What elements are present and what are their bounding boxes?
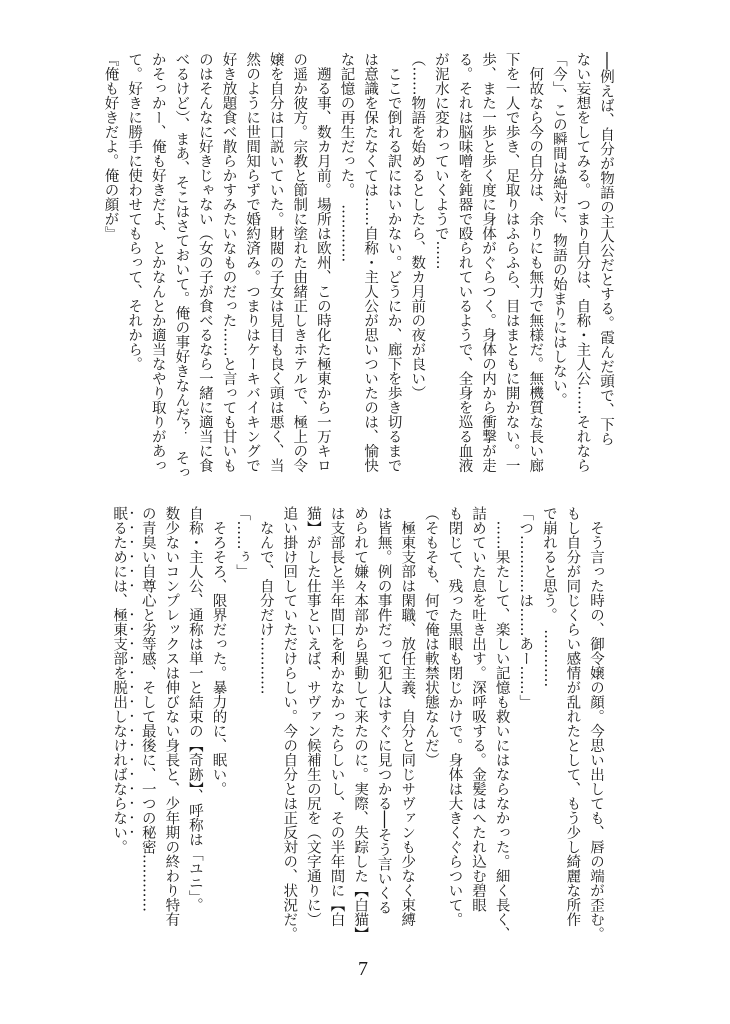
text-column: 極東支部は閑職、放任主義、自分と同じサヴァンも少なく束縛 bbox=[399, 506, 416, 927]
page-number: 7 bbox=[358, 958, 368, 980]
text-column: の青臭い自尊心と劣等感、そして最後に、一つの秘密………… bbox=[139, 506, 156, 912]
text-column: ……果たして、楽しい記憶も救いにはならなかった。細く長く、 bbox=[493, 506, 510, 941]
text-column: （そもそも、何で俺は軟禁状態なんだ） bbox=[422, 506, 439, 767]
text-column: は支部長と半年間口を利かなかったらしいし、その半年間に【白 bbox=[328, 506, 345, 927]
text-column: そろそろ、限界だった。暴力的に、眠い。 bbox=[210, 506, 227, 796]
text-column: なんで、自分だけ………… bbox=[257, 506, 274, 695]
emphasized-text: 。 bbox=[111, 839, 128, 854]
top-text-block bbox=[98, 52, 617, 492]
text-column: 猫】がした仕事といえば、サヴァン候補生の尻を（文字通りに） bbox=[304, 506, 321, 927]
text-column: は意識を保たなくては……自称・主人公が思いついたのは、愉快 bbox=[362, 52, 379, 473]
text-column: かそっかー、俺も好きだよ、とかなんとか適当なやり取りがあっ bbox=[149, 52, 166, 473]
text-column: ない妄想をしてみる。つまり自分は、自称・主人公……それなら bbox=[574, 52, 591, 473]
text-column: 詰めていた息を吐き出す。深呼吸する。金髪はへたれ込む碧眼 bbox=[470, 506, 487, 912]
text-column: 追い掛け回していただけらしい。今の自分とは正反対の、状況だ。 bbox=[281, 506, 298, 941]
text-column: る。それは脳味噌を鈍器で殴られているようで、全身を巡る血液 bbox=[456, 52, 473, 473]
text-column: 何故なら今の自分は、余りにも無力で無様だ。無機質な長い廊 bbox=[527, 52, 544, 473]
text-column: 遡る事、数カ月前。場所は欧州、この時化た極東から一万キロ bbox=[314, 52, 331, 473]
text-column: （……物語を始めるとしたら、数カ月前の夜が良い） bbox=[409, 52, 426, 400]
bottom-text-block bbox=[112, 506, 607, 946]
text-column: 『俺も好きだよ。俺の顔が』 bbox=[102, 52, 119, 241]
text-column: な記憶の再生だった。 ………… bbox=[338, 52, 355, 263]
text-column: のはそんなに好きじゃない（女の子が食べるなら一緒に適当に食 bbox=[196, 52, 213, 473]
final-text-column bbox=[112, 506, 136, 946]
text-column: 然のように世間知らずで婚約済み。つまりはケーキバイキングで bbox=[244, 52, 261, 473]
text-column: そう言った時の、御令嬢の顔。今思い出しても、唇の端が歪む。 bbox=[588, 506, 604, 941]
text-column: ──例えば、自分が物語の主人公だとする。霞んだ頭で、下ら bbox=[598, 52, 614, 447]
text-column: の遥か彼方。宗教と節制に塗れた由緒正しきホテルで、極上の令 bbox=[291, 52, 308, 473]
text-column: 「今」、この瞬間は絶対に、物語の始まりにはしない。 bbox=[550, 52, 567, 408]
text-column: 好き放題食べ散らかすみたいなものだった……と言っても甘いも bbox=[220, 52, 237, 473]
text-column: が泥水に変わっていくようで…… bbox=[432, 52, 449, 270]
text-column: は皆無。例の事件だって犯人はすぐに見つかる──そう言いくる bbox=[375, 506, 392, 915]
text-column: 「……ぅ」 bbox=[234, 506, 251, 579]
text-column: もし自分が同じくらい感情が乱れたとして、もう少し綺麗な所作 bbox=[564, 506, 581, 927]
text-column: て。好きに勝手に使わせてもらって、それから。 bbox=[126, 52, 143, 371]
text-column: 下を一人で歩き、足取りはふらふら、目はまともに開かない。一 bbox=[503, 52, 520, 473]
text-column: 「つ…………は……あー……」 bbox=[517, 506, 534, 709]
text-column: ここで倒れる訳にはいかない。どうにか、廊下を歩き切るまで bbox=[385, 52, 402, 473]
text-column: 自称・主人公、通称は単一と結束の【奇跡】、呼称は「ユニ」。 bbox=[186, 506, 203, 912]
emphasized-text: 眠るためには、 bbox=[111, 506, 128, 608]
text-column: で崩れると思う。 ………… bbox=[540, 506, 557, 688]
text-column: 歩、また一歩と歩く度に身体がぐらつく。身体の内から衝撃が走 bbox=[480, 52, 497, 473]
text-column: められて嫌々本部から異動して来たのに。実際、失踪した【白猫】 bbox=[352, 506, 369, 941]
text-column: 数少ないコンプレックスは伸びない身長と、少年期の終わり特有 bbox=[163, 506, 180, 927]
emphasized-text: 極東支部を脱出しなければならない bbox=[111, 607, 128, 840]
text-column: も閉じて、残った黒眼も閉じかけで。身体は大きくぐらついて。 bbox=[446, 506, 463, 927]
text-column: 嬢を自分は口説いていた。財閥の子女は見目も良く頭は悪く、当 bbox=[267, 52, 284, 473]
text-column: べるけど）、まあ、そこはさておいて。俺の事好きなんだ？ そっ bbox=[173, 52, 190, 480]
